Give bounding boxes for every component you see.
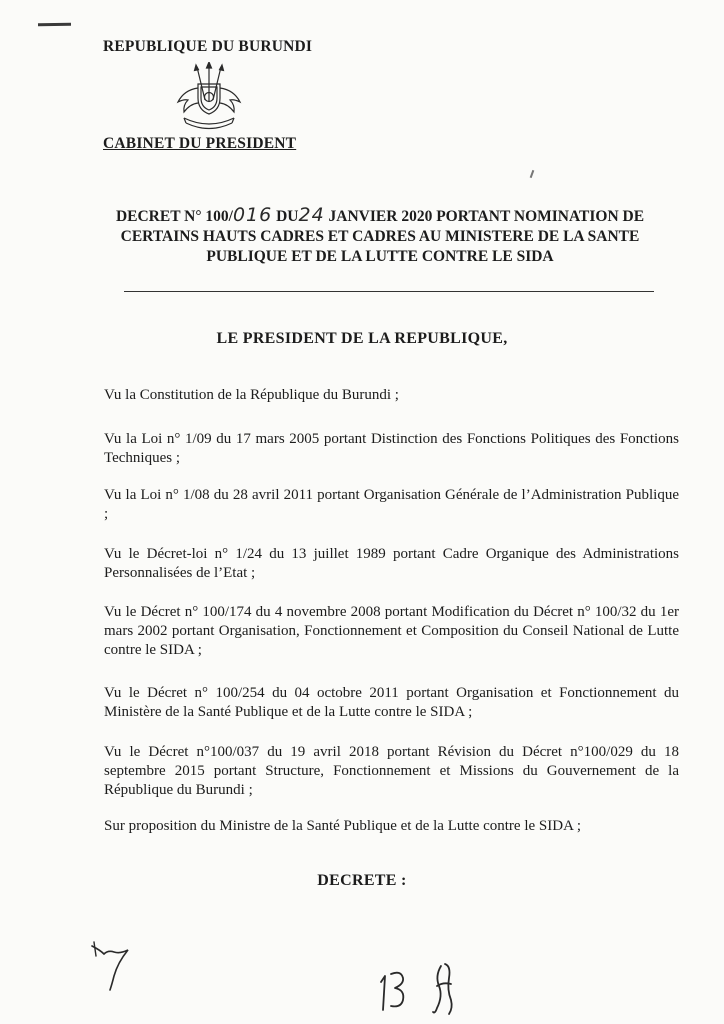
title-divider: [124, 291, 654, 292]
consideration-item: Vu le Décret n° 100/174 du 4 novembre 2008 portant Modification du Décret n° 100/32 du 1er mars 2002 portant Organisation, Fonctionnement et Composition du Conseil National de Lutte contre le SIDA ;: [104, 604, 679, 658]
title-line-3: PUBLIQUE ET DE LA LUTTE CONTRE LE SIDA: [206, 248, 554, 265]
coat-of-arms-emblem: [170, 62, 248, 134]
handwritten-decree-number: 016: [232, 204, 273, 226]
scan-mark: [38, 23, 71, 27]
office-heading: CABINET DU PRESIDENT: [103, 135, 297, 152]
title-line-1: [80, 205, 680, 227]
consideration-item: Vu la Loi n° 1/09 du 17 mars 2005 portant Distinction des Fonctions Politiques des Fonctions Techniques ;: [104, 431, 679, 466]
title-rest: JANVIER 2020 PORTANT NOMINATION DE: [324, 208, 645, 225]
scan-mark: [530, 170, 535, 178]
handwritten-initial-mark: [88, 940, 134, 992]
title-prefix: DECRET N° 100/: [115, 208, 233, 225]
handwritten-signature: [375, 960, 475, 1020]
consideration-item: Sur proposition du Ministre de la Santé Publique et de la Lutte contre le SIDA ;: [104, 818, 582, 834]
handwritten-day: 24: [298, 204, 325, 226]
decree-title: [80, 205, 680, 267]
title-mid: DU: [272, 208, 299, 225]
title-line-2: CERTAINS HAUTS CADRES ET CADRES AU MINISTERE DE LA SANTE: [120, 228, 640, 245]
consideration-item: Vu le Décret-loi n° 1/24 du 13 juillet 1989 portant Cadre Organique des Administrations Personnalisées de l’Etat ;: [104, 546, 679, 581]
president-heading: LE PRESIDENT DE LA REPUBLIQUE,: [216, 330, 508, 347]
consideration-item: Vu la Constitution de la République du Burundi ;: [104, 387, 399, 403]
consideration-item: Vu le Décret n°100/037 du 19 avril 2018 portant Révision du Décret n°100/029 du 18 septembre 2015 portant Structure, Fonctionnement et Missions du Gouvernement de la République du Burundi ;: [104, 744, 679, 798]
consideration-item: Vu la Loi n° 1/08 du 28 avril 2011 portant Organisation Générale de l’Administration Publique ;: [104, 487, 679, 522]
consideration-item: Vu le Décret n° 100/254 du 04 octobre 2011 portant Organisation et Fonctionnement du Ministère de la Santé Publique et de la Lutte contre le SIDA ;: [104, 685, 679, 720]
country-heading: REPUBLIQUE DU BURUNDI: [103, 38, 313, 55]
decrete-heading: DECRETE :: [317, 872, 407, 889]
